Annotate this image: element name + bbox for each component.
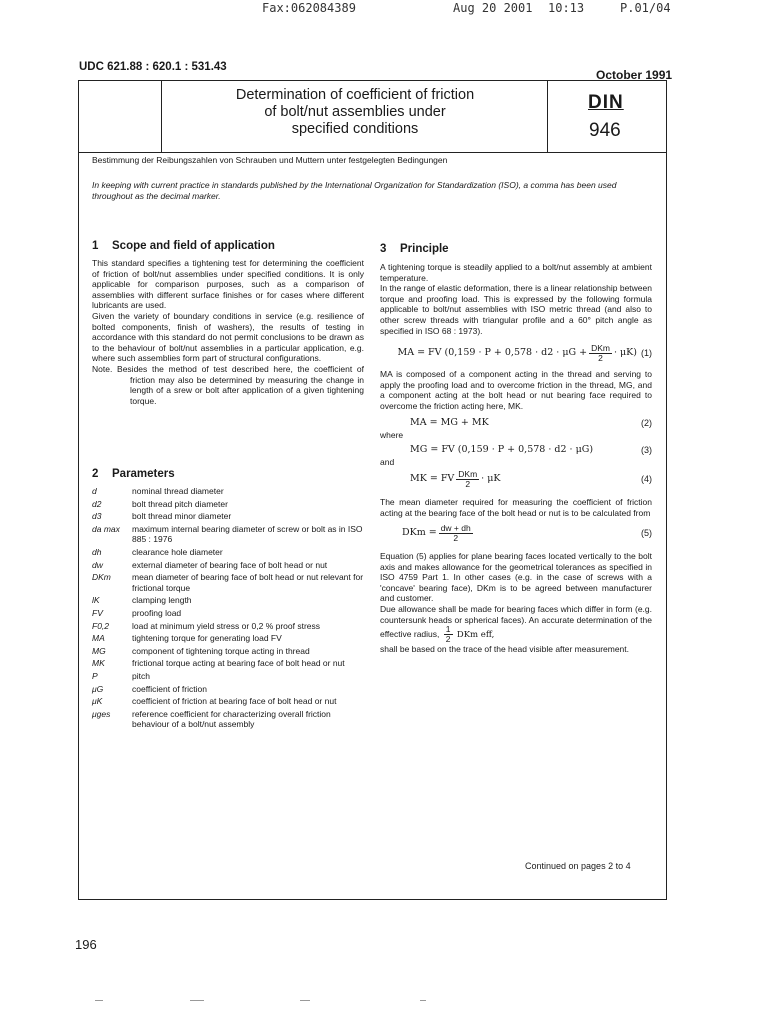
parameter-description: component of tightening torque acting in thread (132, 645, 310, 656)
din-number: 946 (589, 120, 621, 141)
fraction-numerator: 1 (445, 624, 451, 635)
parameter-description: reference coefficient for characterizing overall friction behaviour of a bolt/nut assembly (132, 708, 331, 730)
paragraph: The mean diameter required for measuring the coefficient of friction acting at the bearing face of the bolt head or nut is to be calculated from (380, 496, 652, 518)
din-label: DIN (588, 92, 624, 113)
equation-2 (380, 418, 652, 429)
paragraph-text: Due allowance shall be made for bearing faces which differ in form (e.g. countersunk heads or spherical faces). An accurate determination of the effective radius, (380, 604, 652, 639)
equation-text: MA = FV (0,159 · P + 0,578 · d2 · μG + (397, 347, 588, 359)
decimal-marker-note: In keeping with current practice in standards published by the International Organization for Standardization (ISO), a comma has been used throughout as the decimal marker. (92, 180, 617, 201)
parameter-symbol: μG (92, 683, 104, 694)
paragraph: Given the variety of boundary conditions in service (e.g. resilience of bolted components, finish of washers), the results of testing in accordance with this standard do not permit conclusions to be drawn as to the behaviour of bolt/nut assemblies in a particular application, e.g. where such assemblies form part of structural configurations. (92, 310, 364, 364)
section-1-body (92, 258, 364, 406)
section-title: Scope and field of application (112, 240, 275, 252)
parameter-description: load at minimum yield stress or 0,2 % proof stress (132, 620, 321, 631)
parameter-row (92, 486, 364, 497)
parameter-description: clamping length (132, 595, 192, 606)
section-title: Principle (400, 243, 449, 255)
section-2-heading (92, 468, 175, 480)
parameter-symbol: P (92, 670, 98, 681)
paragraph: Equation (5) applies for plane bearing faces located vertically to the bolt axis and makes allowance for the geometrical tolerances as specified in ISO 4759 Part 1. In other cases (e.g. in the case of screws with a 'concave' bearing face), DKm is to be agreed between manufacturer and customer. (380, 551, 652, 604)
equation-text: · μK (481, 473, 501, 485)
title-bottom-rule (79, 152, 666, 153)
parameter-row (92, 499, 364, 510)
parameter-row (92, 658, 364, 669)
fax-date: Aug 20 2001 (453, 1, 533, 15)
equation-fraction (439, 524, 473, 543)
parameter-symbol: dw (92, 559, 103, 570)
title-line: of bolt/nut assemblies under (264, 104, 446, 120)
page-number: 196 (75, 937, 97, 952)
parameter-symbol: da max (92, 523, 120, 534)
fax-page: P.01/04 (620, 1, 671, 15)
equation-5 (380, 524, 652, 543)
parameter-row (92, 671, 364, 682)
parameter-symbol: d (92, 486, 97, 496)
parameter-row (92, 572, 364, 593)
paragraph (380, 604, 652, 644)
equation-number: (4) (641, 474, 652, 485)
parameter-symbol: μK (92, 696, 103, 707)
fraction-numerator: DKm (591, 343, 610, 354)
equation-number: (5) (641, 528, 652, 539)
equation-text: DKm = (402, 527, 437, 539)
section-number: 3 (380, 243, 387, 255)
paragraph: A tightening torque is steadily applied to a bolt/nut assembly at ambient temperature. (380, 262, 652, 283)
parameter-symbol: d3 (92, 511, 102, 522)
parameter-description: nominal thread diameter (132, 486, 224, 496)
parameter-description: frictional torque acting at bearing face of bolt head or nut (132, 658, 345, 669)
publication-date: October 1991 (596, 68, 673, 82)
equation-text: MA = MG + MK (410, 416, 489, 428)
fraction-numerator: DKm (458, 468, 478, 479)
scan-speck (190, 1000, 204, 1001)
equation-4 (380, 470, 652, 489)
section-number: 1 (92, 240, 99, 252)
note: Note. Besides the method of test described here, the coefficient of friction may also be determined by measuring the change in length of a srew or bolt after application of a given tightening torque. (92, 363, 364, 406)
german-title: Bestimmung der Reibungszahlen von Schrauben und Muttern unter festgelegten Bedingungen (92, 155, 448, 165)
udc-code: UDC 621.88 : 620.1 : 531.43 (79, 61, 227, 73)
parameter-description: tightening torque for generating load FV (132, 633, 282, 644)
parameter-symbol: dh (92, 546, 102, 557)
parameter-row (92, 524, 364, 545)
title-line: specified conditions (291, 121, 419, 137)
equation-3 (380, 445, 652, 456)
parameter-symbol: F0,2 (92, 620, 110, 631)
fraction-denominator: 2 (465, 478, 471, 489)
scan-speck (420, 1000, 426, 1001)
parameter-row (92, 646, 364, 657)
parameter-row (92, 547, 364, 558)
where-label: where (380, 430, 404, 441)
equation-fraction (456, 470, 479, 489)
parameter-description: proofing load (132, 607, 182, 618)
fraction-denominator: 2 (598, 353, 603, 364)
title-line: Determination of coefficient of friction (235, 87, 475, 103)
parameter-description: pitch (132, 670, 150, 681)
fraction-denominator: 2 (445, 634, 451, 645)
equation-text: MK = FV (410, 473, 455, 485)
parameter-symbol: MK (92, 658, 105, 669)
parameter-row (92, 709, 364, 730)
equation-number: (2) (641, 417, 652, 428)
fraction-numerator: dw + dh (440, 523, 471, 534)
parameter-description: coefficient of friction at bearing face of bolt head or nut (132, 696, 337, 707)
fraction-denominator: 2 (453, 533, 459, 544)
parameter-description: bolt thread minor diameter (132, 511, 232, 522)
equation-text: · μK) (613, 347, 637, 359)
fax-time: 10:13 (548, 1, 585, 15)
equation-fraction (589, 344, 612, 363)
inline-fraction (444, 625, 453, 644)
equation-1 (380, 344, 652, 363)
parameter-row (92, 595, 364, 606)
parameter-description: clearance hole diameter (132, 546, 223, 557)
equation-number: (1) (641, 348, 652, 359)
parameter-row (92, 608, 364, 619)
parameter-symbol: FV (92, 607, 103, 618)
inline-symbol: DKm eff, (456, 630, 495, 640)
scan-speck (95, 1000, 103, 1001)
parameter-row (92, 511, 364, 522)
parameter-symbol: MG (92, 645, 106, 656)
parameter-description: external diameter of bearing face of bolt head or nut (132, 559, 328, 570)
paragraph: shall be based on the trace of the head visible after measurement. (380, 644, 630, 655)
paragraph: In the range of elastic deformation, there is a linear relationship between torque and proofing load. This is expressed by the following formula applicable to bolt/nut assemblies with ISO metric thread (and also to other screw threads with triangular profile and a 60° pitch angle as specified in ISO 68 : 1973). (380, 283, 652, 336)
parameter-row (92, 696, 364, 707)
parameter-row (92, 633, 364, 644)
parameter-row (92, 684, 364, 695)
parameter-description: mean diameter of bearing face of bolt head or nut relevant for frictional torque (132, 572, 364, 593)
scan-speck (300, 1000, 310, 1001)
and-label: and (380, 457, 395, 468)
section-1-heading (92, 240, 275, 252)
continued-note: Continued on pages 2 to 4 (525, 861, 631, 871)
parameter-symbol: lK (92, 595, 100, 606)
section-3-heading (380, 243, 449, 255)
section-number: 2 (92, 468, 99, 480)
parameter-symbol: DKm (92, 572, 111, 583)
parameter-list (92, 486, 364, 732)
fax-number: Fax:062084389 (262, 1, 356, 15)
parameter-row (92, 621, 364, 632)
parameter-description: maximum internal bearing diameter of screw or bolt as in ISO 885 : 1976 (132, 523, 363, 545)
parameter-symbol: MA (92, 633, 105, 644)
parameter-row (92, 560, 364, 571)
equation-number: (3) (641, 444, 652, 455)
parameter-description: bolt thread pitch diameter (132, 498, 228, 509)
section-3-body (380, 262, 652, 655)
document-title (162, 87, 548, 138)
parameter-description: coefficient of friction (132, 683, 207, 694)
paragraph: MA is composed of a component acting in the thread and serving to apply the proofing load and to overcome friction in the thread, MG, and a component acting at the bolt head or nut bearing face required to overcome the friction acting here, MK. (380, 369, 652, 411)
equation-text: MG = FV (0,159 · P + 0,578 · d2 · μG) (410, 443, 594, 455)
parameter-symbol: μges (92, 708, 111, 719)
paragraph: This standard specifies a tightening test for determining the coefficient of friction of bolt/nut assemblies under specified conditions. It is only applicable for comparison purposes, such as a comparison of assemblies with different surface finishes or for cases where different lubricants are used. (92, 258, 364, 311)
parameter-symbol: d2 (92, 498, 102, 509)
section-title: Parameters (112, 468, 175, 480)
